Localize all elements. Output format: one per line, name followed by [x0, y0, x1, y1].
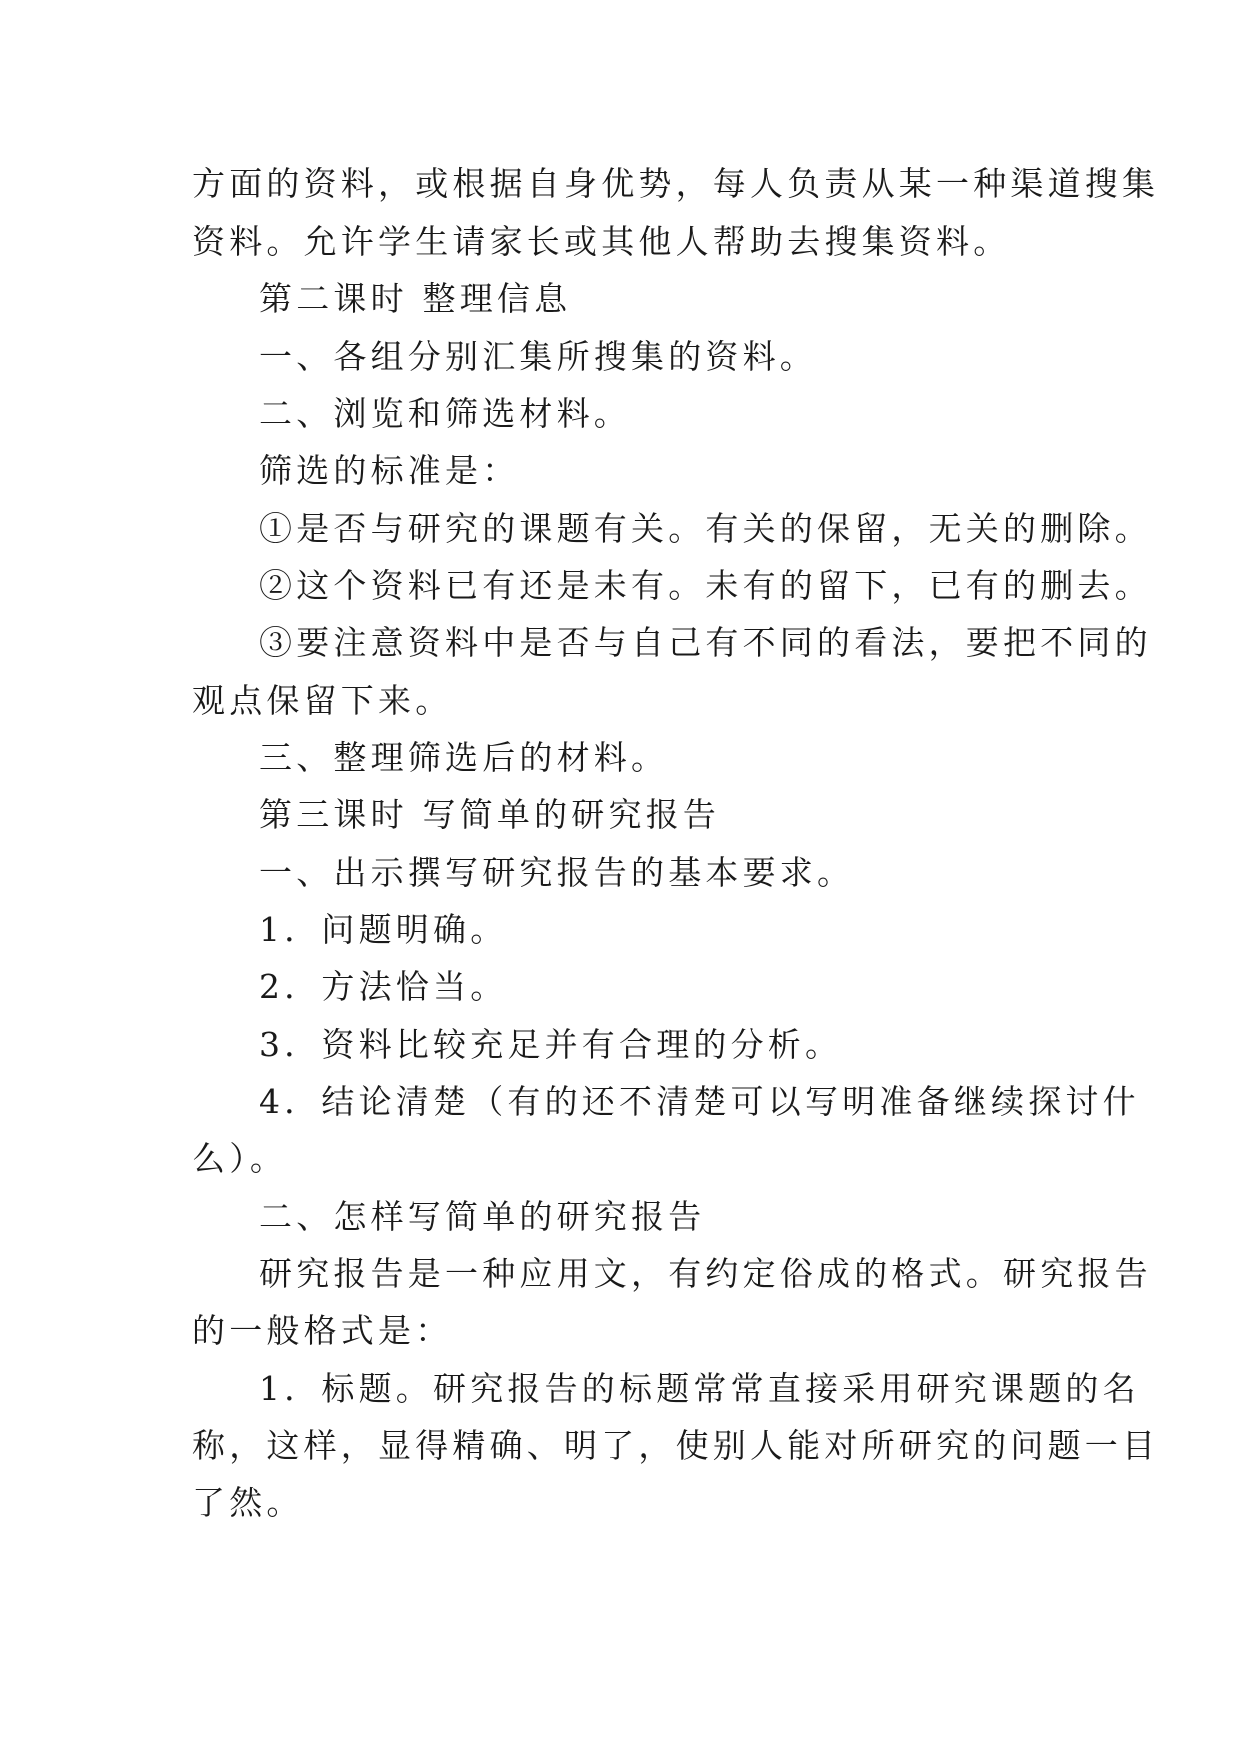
list-item: 2．方法恰当。 [259, 967, 508, 1006]
section-heading: 第三课时 写简单的研究报告 [259, 795, 721, 834]
text-line: 二、怎样写简单的研究报告 [259, 1197, 706, 1236]
text-line: ③要注意资料中是否与自己有不同的看法，要把不同的 [259, 623, 1152, 662]
list-item: 1．标题。研究报告的标题常常直接采用研究课题的名 [259, 1369, 1140, 1408]
text-line: 方面的资料，或根据自身优势，每人负责从某一种渠道搜集 [192, 164, 1160, 203]
list-item: 1．问题明确。 [259, 910, 508, 949]
list-item: 4．结论清楚（有的还不清楚可以写明准备继续探讨什 [259, 1082, 1140, 1121]
text-line: 筛选的标准是： [259, 451, 520, 490]
list-item: 3．资料比较充足并有合理的分析。 [259, 1025, 843, 1064]
text-line: 二、浏览和筛选材料。 [259, 394, 631, 433]
text-line: 三、整理筛选后的材料。 [259, 738, 669, 777]
text-line: 一、出示撰写研究报告的基本要求。 [259, 853, 855, 892]
text-line: 一、各组分别汇集所搜集的资料。 [259, 337, 817, 376]
text-line: 研究报告是一种应用文，有约定俗成的格式。研究报告 [259, 1254, 1152, 1293]
text-line: 的一般格式是： [192, 1311, 453, 1350]
text-line: 观点保留下来。 [192, 681, 453, 720]
text-line: ②这个资料已有还是未有。未有的留下，已有的删去。 [259, 566, 1152, 605]
section-heading: 第二课时 整理信息 [259, 279, 572, 318]
text-line: 么）。 [192, 1139, 288, 1178]
text-line: 资料。允许学生请家长或其他人帮助去搜集资料。 [192, 222, 1011, 261]
text-line: ①是否与研究的课题有关。有关的保留，无关的删除。 [259, 509, 1152, 548]
text-line: 了然。 [192, 1483, 304, 1522]
text-line: 称，这样，显得精确、明了，使别人能对所研究的问题一目 [192, 1426, 1160, 1465]
